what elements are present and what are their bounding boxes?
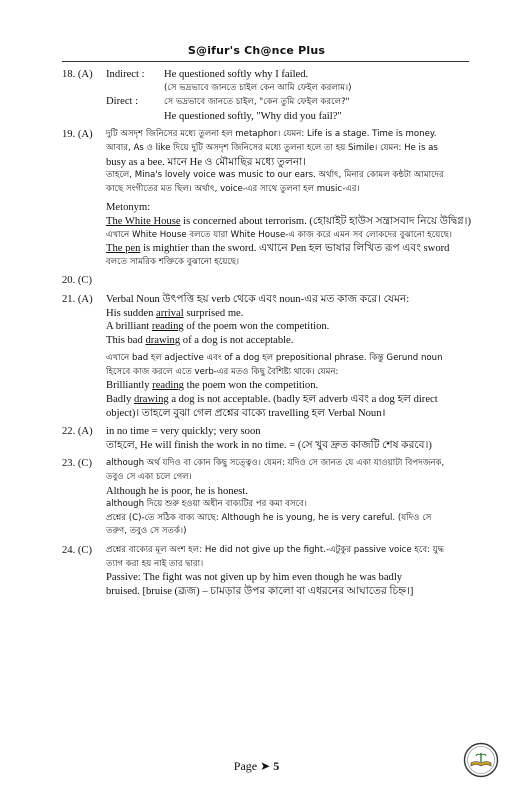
underlined-term: The pen [106, 243, 141, 255]
metonym-explain-1: এখানে White House বলতে যারা White House-এ কাজ করে এমন সব লোকদের বুঝানো হয়েছে। [106, 229, 452, 240]
underlined-term: drawing [145, 334, 181, 346]
answer-20 [62, 274, 469, 288]
although-line-1: although অর্থ যদিও বা কোন কিছু সত্ত্বেও। যেমন: যদিও সে জানত যে একা যাওয়াটা বিপদজনক, [106, 458, 445, 469]
answer-list [62, 68, 469, 603]
answer-23 [62, 457, 469, 539]
gerund-explain-1: এখানে bad হল adjective এবং of a dog হল prepositional phrase. কিন্তু Gerund noun [106, 353, 443, 364]
answer-number: 24. (C) [62, 545, 93, 556]
although-line-2: তবুও সে একা চলে গেল। [106, 472, 192, 483]
indirect-bangla: (সে ভদ্রভাবে জানতে চাইল কেন আমি ফেইল করলাম।) [164, 82, 352, 93]
answer-19: 19. (A) দুটি অসদৃশ জিনিসের মধ্যে তুলনা হল metaphor। যেমন: Life is a stage. Time is money. আবার, As ও like দিয়ে দুটি অসদৃশ জিনিসের মধ্যে তুলনা হলে তা হয় Simile। যেমন: He is as busy as a bee. মানে He ও মৌমাছির মধ্যে তুলনা। তাহলে, Mina's lovely voice was music to our ears. অর্থাৎ, মিনার কোমল কন্ঠটা আমাদের কাছে সংগীতের মত ছিল। অর্থাৎ, voice-এর সাথে তুলনা হল music-এর। Metonym: The White House is concerned about terrorism. (হোয়াইট হাউস সন্ত্রাসবাদ নিয়ে উদ্বিগ্ন।) এখানে White House বলতে যারা White House-এ কাজ করে এমন সব লোকদের বুঝানো হয়েছে। The pen is mightier than the sword. এখানে Pen হল ভাষার লিখিত রূপ এবং sword বলতে সামরিক শক্তিকে বুঝানো হয়েছে। [62, 128, 469, 269]
metonym-heading: Metonym: [106, 202, 151, 214]
gerund-explain-2: হিসেবে কাজ করলে এতে verb-এর মতও কিছু বৈশিষ্ট্য থাকে। যেমন: [106, 366, 339, 377]
idiom-meaning: in no time = very quickly; very soon [106, 426, 261, 438]
passive-line-4: bruised. [bruise (ব্রূজ) – চামড়ার উপর কালো বা এধরনের আঘাতের চিহ্ন।] [106, 585, 414, 597]
metaphor-line-4: তাহলে, Mina's lovely voice was music to our ears. অর্থাৎ, মিনার কোমল কন্ঠটা আমাদের [106, 170, 444, 181]
page-label: Page [233, 759, 258, 773]
metonym-explain-2: বলতে সামরিক শক্তিকে বুঝানো হয়েছে। [106, 256, 240, 267]
answer-number: 18. (A) [62, 69, 93, 80]
page-footer [0, 759, 513, 774]
answer-number: 22. (A) [62, 426, 93, 438]
indirect-text: He questioned softly why I failed. [164, 69, 309, 80]
answer-number: 19. (A) [62, 129, 93, 141]
although-example: Although he is poor, he is honest. [106, 485, 248, 497]
passive-line-1: প্রশ্নের বাক্যের মূল অংশ হল: He did not give up the fight.-এটুকুর passive voice হবে: যুদ্ধ [106, 545, 445, 555]
verbal-noun-intro: Verbal Noun উৎপত্তি হয় verb থেকে এবং noun-এর মত কাজ করে। যেমন: [106, 293, 410, 305]
answer-21: 21. (A) Verbal Noun উৎপত্তি হয় verb থেকে এবং noun-এর মত কাজ করে। যেমন: His sudden arrival surprised me. A brilliant reading of the poem won the competition. This bad drawing of a dog is not acceptable. এখানে bad হল adjective এবং of a dog হল prepositional phrase. কিন্তু Gerund noun হিসেবে কাজ করলে এতে verb-এর মতও কিছু বৈশিষ্ট্য থাকে। যেমন: Brilliantly reading the poem won the competition. Badly drawing a dog is not acceptable. (badly হল adverb এবং a dog হল direct object)। তাহলে বুঝা গেল প্রশ্নের বাক্যে travelling হল Verbal Noun। [62, 293, 469, 420]
underlined-term: drawing [133, 394, 169, 406]
metaphor-line-1: দুটি অসদৃশ জিনিসের মধ্যে তুলনা হল metaphor। যেমন: Life is a stage. Time is money. [106, 129, 437, 140]
idiom-example: তাহলে, He will finish the work in no time. = (সে খুব দ্রুত কাজটি শেষ করবে।) [106, 439, 432, 451]
direct-label: Direct [106, 96, 133, 108]
answer-number: 21. (A) [62, 293, 93, 305]
answer-24 [62, 544, 469, 598]
although-answer-2: তরুণ, তবুও সে সতর্ক।) [106, 526, 187, 537]
underlined-term: reading [151, 321, 184, 333]
direct-text: He questioned softly, "Why did you fail?" [164, 110, 342, 122]
metaphor-line-3: busy as a bee. মানে He ও মৌমাছির মধ্যে তুলনা। [106, 156, 307, 168]
page-number: 5 [273, 759, 280, 773]
book-logo-icon [463, 742, 499, 778]
passive-line-3: Passive: The fight was not given up by him even though he was badly [106, 572, 403, 584]
underlined-term: The White House [106, 215, 181, 227]
answer-number: 23. (C) [62, 458, 93, 470]
answer-22 [62, 425, 469, 452]
although-answer-1: প্রশ্নের (C)-তে সঠিক বাক্য আছে: Although he is young, he is very careful. (যদিও সে [106, 512, 432, 523]
underlined-term: arrival [156, 307, 184, 319]
header-rule [62, 61, 469, 62]
direct-bangla: সে ভদ্রভাবে জানতে চাইল, "কেন তুমি ফেইল করলে?" [164, 97, 350, 108]
metaphor-line-2: আবার, As ও like দিয়ে দুটি অসদৃশ জিনিসের মধ্যে তুলনা হলে তা হয় Simile। যেমন: He is as [106, 142, 438, 153]
answer-18: 18. (A) Indirect : He questioned softly why I failed. (সে ভদ্রভাবে জানতে চাইল কেন আমি ফেইল করলাম।) Direct : সে ভদ্রভাবে জানতে চাইল, "কেন তুমি ফেইল করলে?" He questioned softly, "Why did you fail?" [62, 68, 469, 123]
metaphor-line-5: কাছে সংগীতের মত ছিল। অর্থাৎ, voice-এর সাথে তুলনা হল music-এর। [106, 183, 360, 194]
indirect-label: Indirect : [106, 69, 145, 80]
answer-number: 20. (C) [62, 275, 93, 287]
underlined-term: reading [152, 380, 184, 392]
page-header-title: S@ifur's Ch@nce Plus [187, 44, 326, 57]
although-rule: although দিয়ে শুরু হওয়া অধীন বাক্যটির পর কমা বসবে। [106, 499, 307, 510]
passive-line-2: ত্যাগ করা হয় নাই তার দ্বারা। [106, 558, 204, 569]
gerund-conclusion: object)। তাহলে বুঝা গেল প্রশ্নের বাক্যে travelling হল Verbal Noun। [106, 407, 386, 419]
arrow-icon: ➤ [260, 759, 271, 773]
